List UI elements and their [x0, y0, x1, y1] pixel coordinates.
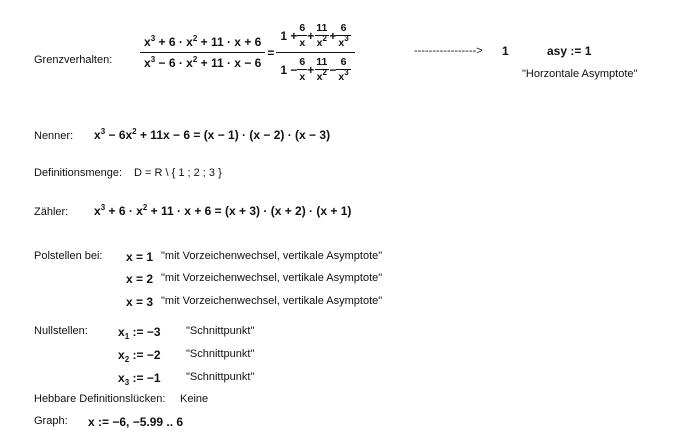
asymptote-comment: "Horzontale Asymptote" — [522, 68, 638, 80]
zaehler-label: Zähler: — [34, 206, 69, 218]
polstelle-eq: x = 1 — [126, 250, 154, 264]
polstelle-comment: "mit Vorzeichenwechsel, vertikale Asymptote" — [161, 250, 383, 262]
graph-range: x := −6, −5.99 .. 6 — [88, 415, 184, 429]
hebbare-label: Hebbare Definitionslücken: — [34, 393, 166, 405]
polstelle-comment: "mit Vorzeichenwechsel, vertikale Asymptote" — [161, 295, 383, 307]
hebbare-value: Keine — [180, 393, 209, 405]
zaehler-equation: $x^3 + 6 \cdot x^2 + 11 \cdot x + 6 = (x + 3) \cdot (x + 2) \cdot (x + 1)$ — [94, 203, 352, 218]
polstellen-label: Polstellen bei: — [34, 250, 103, 262]
nullstelle-assignment: $x_2$ := −2 — [118, 348, 161, 364]
nullstelle-comment: "Schnittpunkt" — [186, 348, 255, 360]
limit-expression: $\frac{x^3 + 6 \cdot x^2 + 11 \cdot x + 6}{x^3 - 6 \cdot x^2 + 11 \cdot x - 6}$ = 1 + $\frac{6}{x}$ + $\frac{11}{x^2}$ + $\frac{6}{x^3}$ 1 − $\frac{6}{x}$ + $\frac{11}{x^2}$ − $\frac{6}{x^3}$ — [140, 22, 355, 83]
nenner-label: Nenner: — [34, 130, 74, 142]
divided-quotient: 1 + $\frac{6}{x}$ + $\frac{11}{x^2}$ + $\frac{6}{x^3}$ 1 − $\frac{6}{x}$ + $\frac{11}{x^2}$ − $\frac{6}{x^3}$ — [276, 22, 354, 83]
asy-value: 1 — [584, 44, 592, 58]
limit-value: 1 — [502, 44, 509, 58]
nullstelle-assignment: $x_3$ := −1 — [118, 371, 161, 387]
nenner-factors: (x − 1) · (x − 2) · (x − 3) — [203, 128, 331, 142]
limit-arrow: -----------------> — [414, 45, 483, 57]
nullstellen-label: Nullstellen: — [34, 325, 88, 337]
definitionsmenge-label: Definitionsmenge: — [34, 167, 123, 179]
nullstelle-assignment: $x_1$ := −3 — [118, 325, 161, 341]
asy-variable: asy — [547, 44, 568, 58]
polstelle-eq: x = 2 — [126, 272, 154, 286]
asymptote-assignment — [547, 44, 591, 58]
polstelle-comment: "mit Vorzeichenwechsel, vertikale Asymptote" — [161, 272, 383, 284]
polstelle-eq: x = 3 — [126, 295, 154, 309]
zaehler-factors: (x + 3) · (x + 2) · (x + 1) — [225, 204, 352, 218]
nenner-equation: $x^3 - 6x^2 + 11x - 6 = (x - 1) \cdot (x - 2) \cdot (x - 3)$ — [94, 127, 331, 142]
nullstelle-comment: "Schnittpunkt" — [186, 371, 255, 383]
definitionsmenge-value: D = R \ { 1 ; 2 ; 3 } — [134, 167, 222, 179]
graph-label: Graph: — [34, 415, 68, 427]
nullstelle-comment: "Schnittpunkt" — [186, 325, 255, 337]
polynomial-quotient: $\frac{x^3 + 6 \cdot x^2 + 11 \cdot x + 6}{x^3 - 6 \cdot x^2 + 11 \cdot x - 6}$ — [140, 35, 265, 70]
grenzverhalten-label: Grenzverhalten: — [34, 54, 113, 66]
assign-operator: := — [570, 44, 582, 58]
